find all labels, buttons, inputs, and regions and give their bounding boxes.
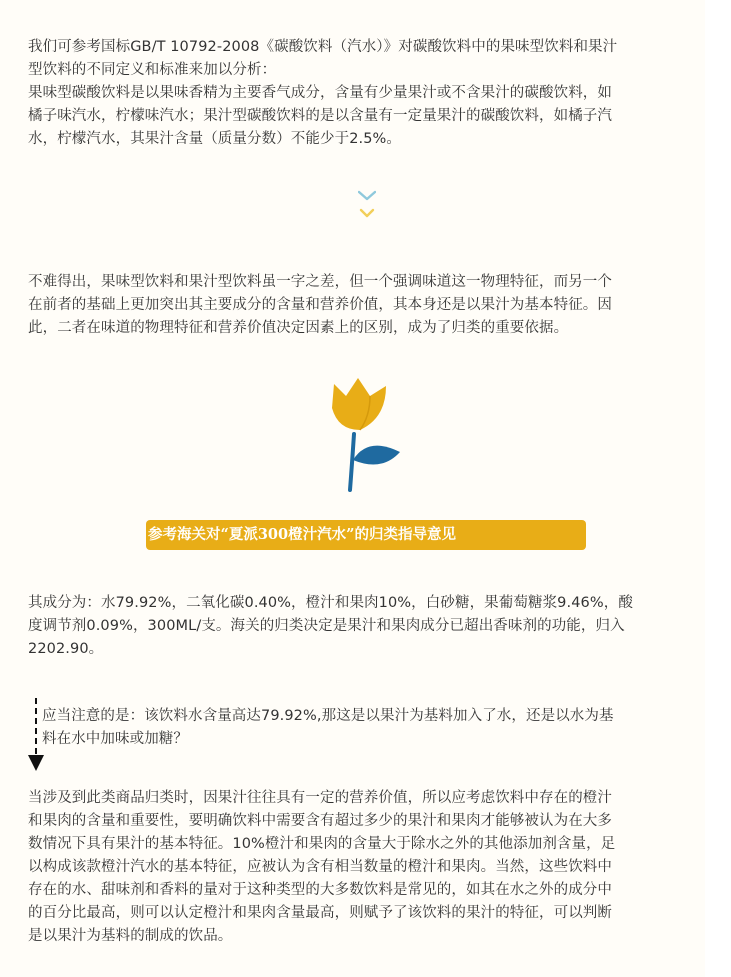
conclusion-line: 和果肉的含量和重要性，要明确饮料中需要含有超过多少的果汁和果肉才能够被认为在大多 <box>28 813 612 829</box>
composition-line: 2202.90。 <box>28 641 104 657</box>
section-banner: 参考海关对“夏派300橙汁汽水”的归类指导意见 <box>146 520 586 550</box>
analysis-line: 在前者的基础上更加突出其主要成分的含量和营养价值，其本身还是以果汁为基本特征。因 <box>28 297 612 313</box>
intro-line: 果味型碳酸饮料是以果味香精为主要香气成分，含量有少量果汁或不含果汁的碳酸饮料，如 <box>28 85 612 101</box>
intro-line: 我们可参考国标GB/T 10792-2008《碳酸饮料（汽水）》对碳酸饮料中的果味型饮料和果汁 <box>28 39 618 55</box>
conclusion-paragraph <box>28 787 704 948</box>
composition-line: 其成分为：水79.92%，二氧化碳0.40%，橙汁和果肉10%，白砂糖，果葡萄糖浆9.46%，酸 <box>28 595 633 611</box>
analysis-line: 此，二者在味道的物理特征和营养价值决定因素上的区别，成为了归类的重要依据。 <box>28 320 569 336</box>
composition-line: 度调节剂0.09%，300ML/支。海关的归类决定是果汁和果肉成分已超出香味剂的功能，归入 <box>28 618 625 634</box>
composition-paragraph <box>28 592 704 661</box>
note-line: 料在水中加味或加糖？ <box>42 731 188 747</box>
dashed-guide-line <box>35 698 37 754</box>
analysis-paragraph <box>28 271 704 340</box>
conclusion-line: 以构成该款橙汁汽水的基本特征，应被认为含有相当数量的橙汁和果肉。当然，这些饮料中 <box>28 859 612 875</box>
tulip-icon <box>326 374 406 494</box>
intro-line: 型饮料的不同定义和标准来加以分析： <box>28 62 277 78</box>
analysis-line: 不难得出，果味型饮料和果汁型饮料虽一字之差，但一个强调味道这一物理特征，而另一个 <box>28 274 612 290</box>
intro-line: 橘子味汽水，柠檬味汽水；果汁型碳酸饮料的是以含量有一定量果汁的碳酸饮料，如橘子汽 <box>28 108 612 124</box>
note-paragraph <box>42 705 702 751</box>
double-chevron-down-icon <box>358 190 376 220</box>
down-arrow-icon <box>28 755 44 771</box>
intro-line: 水，柠檬汽水，其果汁含量（质量分数）不能少于2.5%。 <box>28 131 402 147</box>
conclusion-line: 存在的水、甜味剂和香料的量对于这种类型的大多数饮料是常见的，如其在水之外的成分中 <box>28 882 612 898</box>
note-line: 应当注意的是：该饮料水含量高达79.92%,那这是以果汁为基料加入了水，还是以水为基 <box>42 708 614 724</box>
conclusion-line: 是以果汁为基料的制成的饮品。 <box>28 928 233 944</box>
conclusion-line: 数情况下具有果汁的基本特征。10%橙汁和果肉的含量大于除水之外的其他添加剂含量，足 <box>28 836 616 852</box>
conclusion-line: 当涉及到此类商品归类时，因果汁往往具有一定的营养价值，所以应考虑饮料中存在的橙汁 <box>28 790 612 806</box>
conclusion-line: 的百分比最高，则可以认定橙汁和果肉含量最高，则赋予了该饮料的果汁的特征，可以判断 <box>28 905 612 921</box>
intro-paragraph <box>28 36 704 151</box>
